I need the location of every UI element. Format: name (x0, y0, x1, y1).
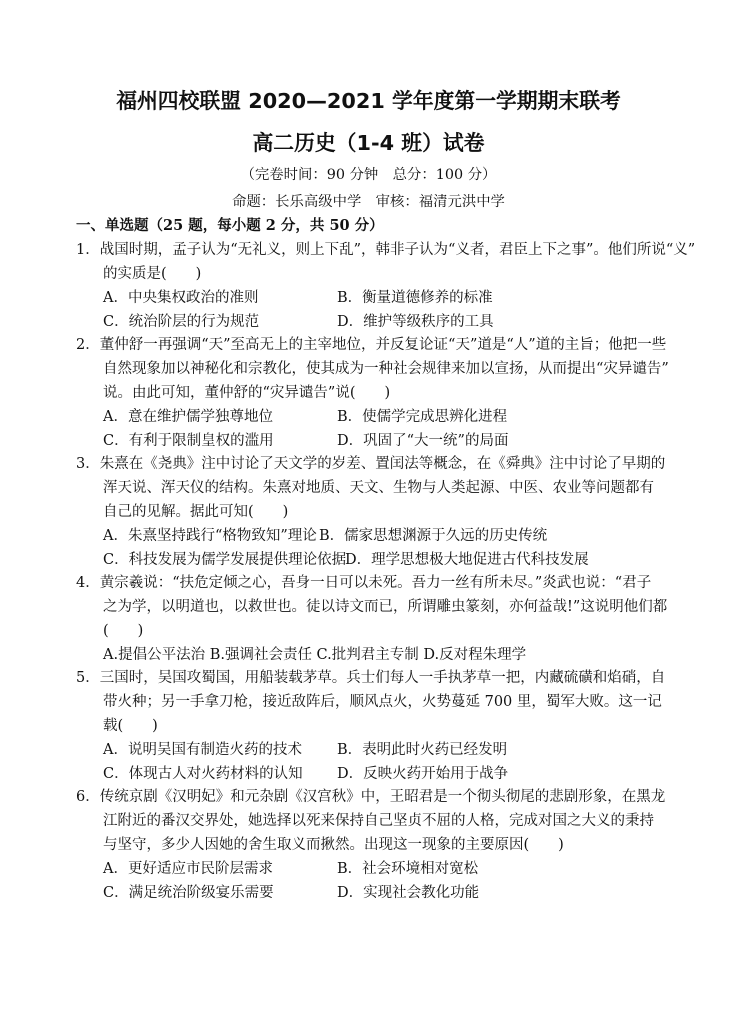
option-c: C．统治阶层的行为规范 (103, 314, 260, 330)
option-a: A．中央集权政治的准则 (103, 290, 259, 306)
question-stem-line: 的实质是( ) (103, 266, 202, 282)
option-a: A．说明吴国有制造火药的技术 (103, 742, 302, 758)
exam-subtitle: 高二历史（1-4 班）试卷 (252, 131, 485, 155)
option-b: B．衡量道德修养的标准 (337, 290, 493, 306)
option-b: B．表明此时火药已经发明 (337, 742, 508, 758)
option-c: C．体现古人对火药材料的认知 (103, 766, 303, 782)
question-options-inline: A.提倡公平法治 B.强调社会责任 C.批判君主专制 D.反对程朱理学 (103, 647, 527, 663)
option-b: B．社会环境相对宽松 (337, 861, 479, 877)
question-stem-line: ( ) (103, 623, 144, 639)
option-a: A．意在维护儒学独尊地位 (103, 409, 273, 425)
question-stem-line: 浑天说、浑天仪的结构。朱熹对地质、天文、生物与人类起源、中医、农业等问题都有 (103, 480, 654, 496)
question-stem-line: 6．传统京剧《汉明妃》和元杂剧《汉宫秋》中，王昭君是一个彻头彻尾的悲剧形象，在黑龙 (76, 789, 666, 805)
exam-time-info: （完卷时间：90 分钟 总分：100 分） (240, 167, 497, 183)
question-stem-line: 3．朱熹在《尧典》注中讨论了天文学的岁差、置闰法等概念，在《舜典》注中讨论了早期的 (76, 456, 666, 472)
exam-authors: 命题：长乐高级中学 审核：福清元洪中学 (232, 194, 505, 210)
option-c: C．满足统治阶级宴乐需要 (103, 885, 274, 901)
question-stem-line: 之为学，以明道也，以救世也。徒以诗文而已，所谓雕虫篆刻，亦何益哉!”这说明他们都 (103, 599, 668, 615)
question-stem-line: 带火种；另一手拿刀枪，接近敌阵后，顺风点火，火势蔓延 700 里，蜀军大败。这一记 (103, 694, 662, 710)
question-stem-line: 自己的见解。据此可知( ) (103, 504, 289, 520)
question-stem-line: 自然现象加以神秘化和宗教化，使其成为一种社会规律来加以宣扬，从而提出“灾异谴告” (103, 361, 669, 377)
question-stem-line: 载( ) (103, 718, 158, 734)
option-d: D．理学思想极大地促进古代科技发展 (345, 552, 589, 568)
option-c: C．有利于限制皇权的滥用 (103, 433, 274, 449)
question-stem-line: 江附近的番汉交界处，她选择以死来保持自己坚贞不屈的人格，完成对国之大义的秉持 (103, 813, 654, 829)
option-c: C．科技发展为儒学发展提供理论依据 (103, 552, 347, 568)
question-stem-line: 1．战国时期，孟子认为“无礼义，则上下乱”，韩非子认为“义者，君臣上下之事”。他们所说“义” (76, 242, 696, 258)
option-d: D．巩固了“大一统”的局面 (337, 433, 509, 449)
section-title: 一、单选题（25 题，每小题 2 分，共 50 分） (76, 217, 384, 234)
question-stem-line: 与坚守，多少人因她的舍生取义而揪然。出现这一现象的主要原因( ) (103, 837, 564, 853)
option-a: A．朱熹坚持践行“格物致知”理论 (103, 528, 317, 544)
option-b: B．使儒学完成思辨化进程 (337, 409, 508, 425)
question-stem-line: 4．黄宗羲说：“扶危定倾之心，吾身一日可以未死。吾力一丝有所未尽。”炎武也说：“君子 (76, 575, 652, 591)
option-b: B．儒家思想渊源于久远的历史传统 (319, 528, 548, 544)
option-d: D．实现社会教化功能 (337, 885, 480, 901)
option-d: D．反映火药开始用于战争 (337, 766, 509, 782)
question-stem-line: 2．董仲舒一再强调“天”至高无上的主宰地位，并反复论证“天”道是“人”道的主旨；他把一些 (76, 337, 667, 353)
exam-title: 福州四校联盟 2020—2021 学年度第一学期期末联考 (116, 89, 621, 113)
option-a: A．更好适应市民阶层需求 (103, 861, 273, 877)
question-stem-line: 说。由此可知，董仲舒的“灾异谴告”说( ) (103, 385, 391, 401)
question-stem-line: 5．三国时，吴国攻蜀国，用船装载茅草。兵士们每人一手执茅草一把，内藏硫磺和焰硝，自 (76, 670, 666, 686)
option-d: D．维护等级秩序的工具 (337, 314, 494, 330)
